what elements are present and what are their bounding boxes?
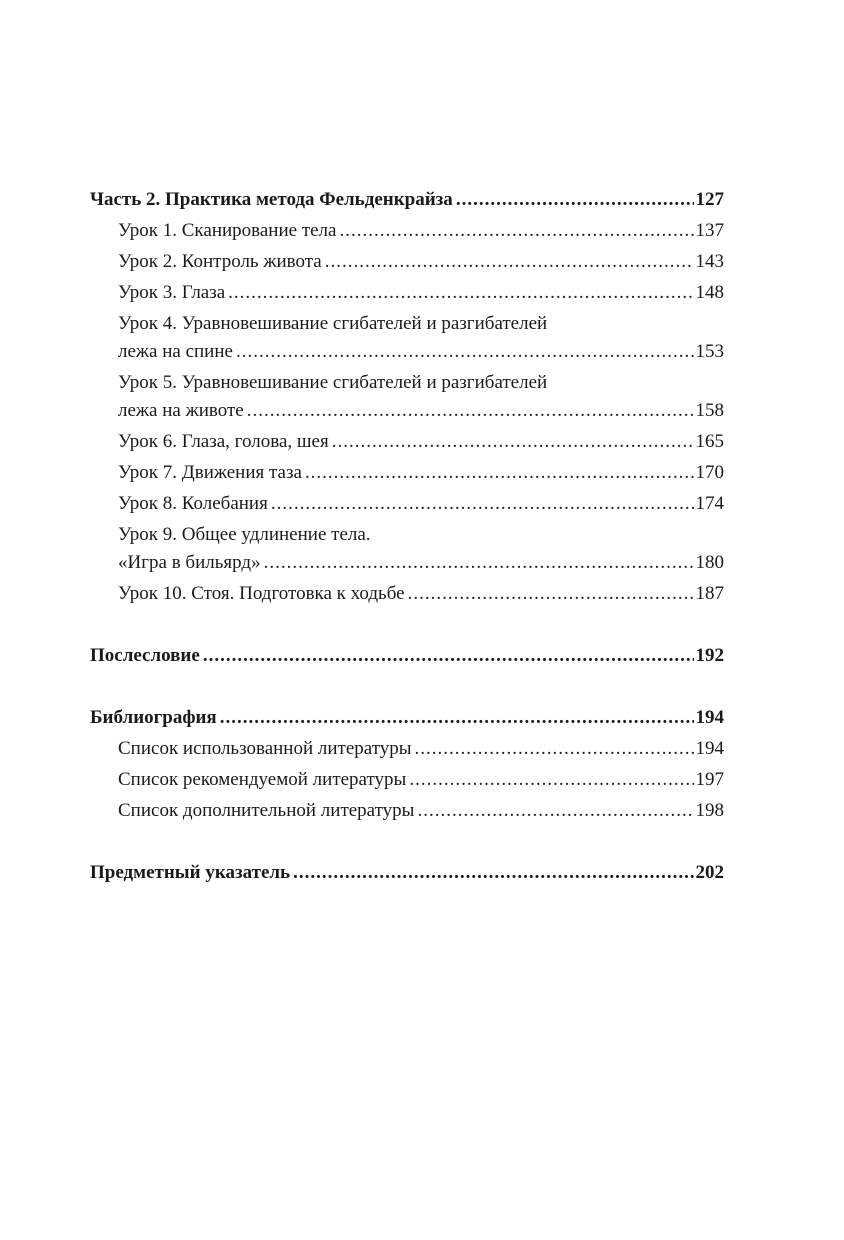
dot-leader bbox=[339, 217, 693, 245]
toc-entry-title: лежа на спине bbox=[118, 341, 233, 362]
toc-entry-title: «Игра в бильярд» bbox=[118, 552, 261, 573]
toc-entry-index[interactable] bbox=[90, 859, 724, 887]
toc-entry-title: Библиография bbox=[90, 707, 217, 728]
dot-leader bbox=[417, 797, 693, 825]
toc-entry-page: 187 bbox=[695, 583, 724, 604]
toc-entry-page: 127 bbox=[695, 189, 724, 210]
dot-leader bbox=[236, 338, 694, 366]
dot-leader bbox=[325, 248, 694, 276]
toc-entry-title-line1: Урок 5. Уравновешивание сгибателей и разгибателей bbox=[118, 372, 548, 393]
toc-entry-title: Часть 2. Практика метода Фельденкрайза bbox=[90, 189, 453, 210]
toc-entry-page: 148 bbox=[695, 282, 724, 303]
toc-entry-page: 137 bbox=[695, 220, 724, 241]
toc-entry-title: Урок 10. Стоя. Подготовка к ходьбе bbox=[118, 583, 405, 604]
table-of-contents bbox=[90, 186, 724, 887]
toc-entry-lesson-3[interactable] bbox=[90, 279, 724, 307]
toc-entry-bibliography-additional[interactable] bbox=[90, 797, 724, 825]
toc-entry-lesson-9[interactable] bbox=[90, 521, 724, 577]
toc-entry-page: 170 bbox=[695, 462, 724, 483]
toc-entry-bibliography-used[interactable] bbox=[90, 735, 724, 763]
toc-entry-page: 202 bbox=[695, 862, 724, 883]
toc-entry-page: 165 bbox=[695, 431, 724, 452]
toc-entry-title: Список дополнительной литературы bbox=[118, 800, 415, 821]
toc-entry-lesson-2[interactable] bbox=[90, 248, 724, 276]
dot-leader bbox=[264, 549, 694, 577]
toc-entry-title: Послесловие bbox=[90, 645, 200, 666]
toc-entry-title-line1: Урок 4. Уравновешивание сгибателей и разгибателей bbox=[118, 313, 548, 334]
toc-entry-page: 174 bbox=[695, 493, 724, 514]
toc-entry-page: 180 bbox=[695, 552, 724, 573]
dot-leader bbox=[409, 766, 693, 794]
toc-entry-lesson-5[interactable] bbox=[90, 369, 724, 425]
dot-leader bbox=[247, 397, 694, 425]
dot-leader bbox=[228, 279, 693, 307]
toc-entry-page: 143 bbox=[695, 251, 724, 272]
dot-leader bbox=[456, 186, 694, 214]
toc-entry-page: 198 bbox=[695, 800, 724, 821]
toc-entry-page: 158 bbox=[695, 400, 724, 421]
dot-leader bbox=[415, 735, 694, 763]
toc-entry-part2[interactable] bbox=[90, 186, 724, 214]
dot-leader bbox=[332, 428, 694, 456]
dot-leader bbox=[293, 859, 693, 887]
toc-entry-page: 192 bbox=[695, 645, 724, 666]
toc-entry-page: 194 bbox=[695, 707, 724, 728]
toc-entry-lesson-7[interactable] bbox=[90, 459, 724, 487]
toc-entry-title: Урок 6. Глаза, голова, шея bbox=[118, 431, 329, 452]
toc-entry-page: 194 bbox=[695, 738, 724, 759]
toc-entry-bibliography-recommended[interactable] bbox=[90, 766, 724, 794]
toc-entry-page: 197 bbox=[695, 769, 724, 790]
toc-entry-title-line1: Урок 9. Общее удлинение тела. bbox=[118, 524, 371, 545]
dot-leader bbox=[408, 580, 694, 608]
toc-entry-afterword[interactable] bbox=[90, 642, 724, 670]
dot-leader bbox=[220, 704, 694, 732]
toc-entry-bibliography[interactable] bbox=[90, 704, 724, 732]
toc-entry-lesson-6[interactable] bbox=[90, 428, 724, 456]
toc-entry-title: Урок 2. Контроль живота bbox=[118, 251, 322, 272]
toc-entry-title: Список использованной литературы bbox=[118, 738, 412, 759]
toc-entry-lesson-10[interactable] bbox=[90, 580, 724, 608]
toc-entry-title: Урок 3. Глаза bbox=[118, 282, 226, 303]
toc-entry-page: 153 bbox=[695, 341, 724, 362]
toc-entry-title: Урок 1. Сканирование тела bbox=[118, 220, 337, 241]
toc-entry-lesson-8[interactable] bbox=[90, 490, 724, 518]
dot-leader bbox=[305, 459, 694, 487]
toc-entry-lesson-4[interactable] bbox=[90, 310, 724, 366]
toc-entry-title: Урок 8. Колебания bbox=[118, 493, 268, 514]
dot-leader bbox=[271, 490, 694, 518]
dot-leader bbox=[203, 642, 694, 670]
toc-entry-title: Урок 7. Движения таза bbox=[118, 462, 302, 483]
toc-entry-title: лежа на животе bbox=[118, 400, 244, 421]
toc-entry-lesson-1[interactable] bbox=[90, 217, 724, 245]
toc-entry-title: Предметный указатель bbox=[90, 862, 291, 883]
toc-entry-title: Список рекомендуемой литературы bbox=[118, 769, 407, 790]
